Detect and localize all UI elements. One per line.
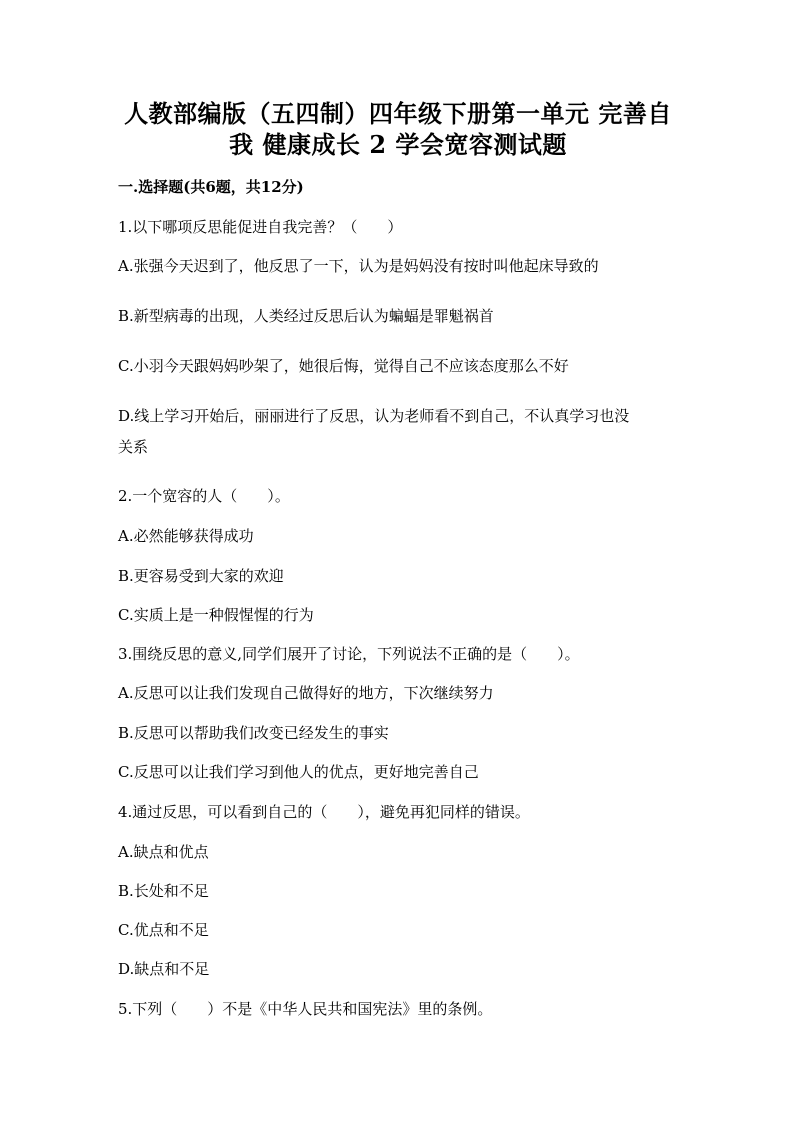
question-2-option-b: B.更容易受到大家的欢迎 bbox=[118, 567, 284, 585]
question-1-stem: 1.以下哪项反思能促进自我完善？（ ） bbox=[118, 218, 403, 236]
question-4-option-a: A.缺点和优点 bbox=[118, 843, 209, 861]
question-2-option-a: A.必然能够获得成功 bbox=[118, 527, 254, 545]
question-4-option-b: B.长处和不足 bbox=[118, 882, 209, 900]
question-4-option-c: C.优点和不足 bbox=[118, 921, 209, 939]
question-1-option-a: A.张强今天迟到了，他反思了一下，认为是妈妈没有按时叫他起床导致的 bbox=[118, 257, 599, 275]
question-3-option-a: A.反思可以让我们发现自己做得好的地方，下次继续努力 bbox=[118, 684, 494, 702]
question-5-stem: 5.下列（ ）不是《中华人民共和国宪法》里的条例。 bbox=[118, 1000, 493, 1018]
question-3-stem: 3.围绕反思的意义,同学们展开了讨论，下列说法不正确的是（ ）。 bbox=[118, 645, 580, 663]
document-title-line-1: 人教部编版（五四制）四年级下册第一单元 完善自 bbox=[124, 99, 672, 128]
question-4-option-d: D.缺点和不足 bbox=[118, 960, 210, 978]
question-1-option-d-continued: 关系 bbox=[118, 438, 149, 456]
question-3-option-c: C.反思可以让我们学习到他人的优点，更好地完善自己 bbox=[118, 763, 479, 781]
question-2-option-c: C.实质上是一种假惺惺的行为 bbox=[118, 606, 314, 624]
question-1-option-d: D.线上学习开始后，丽丽进行了反思，认为老师看不到自己，不认真学习也没 bbox=[118, 407, 630, 425]
question-1-option-c: C.小羽今天跟妈妈吵架了，她很后悔，觉得自己不应该态度那么不好 bbox=[118, 357, 569, 375]
question-3-option-b: B.反思可以帮助我们改变已经发生的事实 bbox=[118, 724, 389, 742]
question-4-stem: 4.通过反思，可以看到自己的（ ），避免再犯同样的错误。 bbox=[118, 803, 530, 821]
document-title-line-2: 我 健康成长 2 学会宽容测试题 bbox=[229, 130, 567, 159]
section-heading: 一.选择题(共6题，共12分) bbox=[118, 178, 304, 196]
question-1-option-b: B.新型病毒的出现，人类经过反思后认为蝙蝠是罪魁祸首 bbox=[118, 307, 494, 325]
question-2-stem: 2.一个宽容的人（ ）。 bbox=[118, 487, 290, 505]
